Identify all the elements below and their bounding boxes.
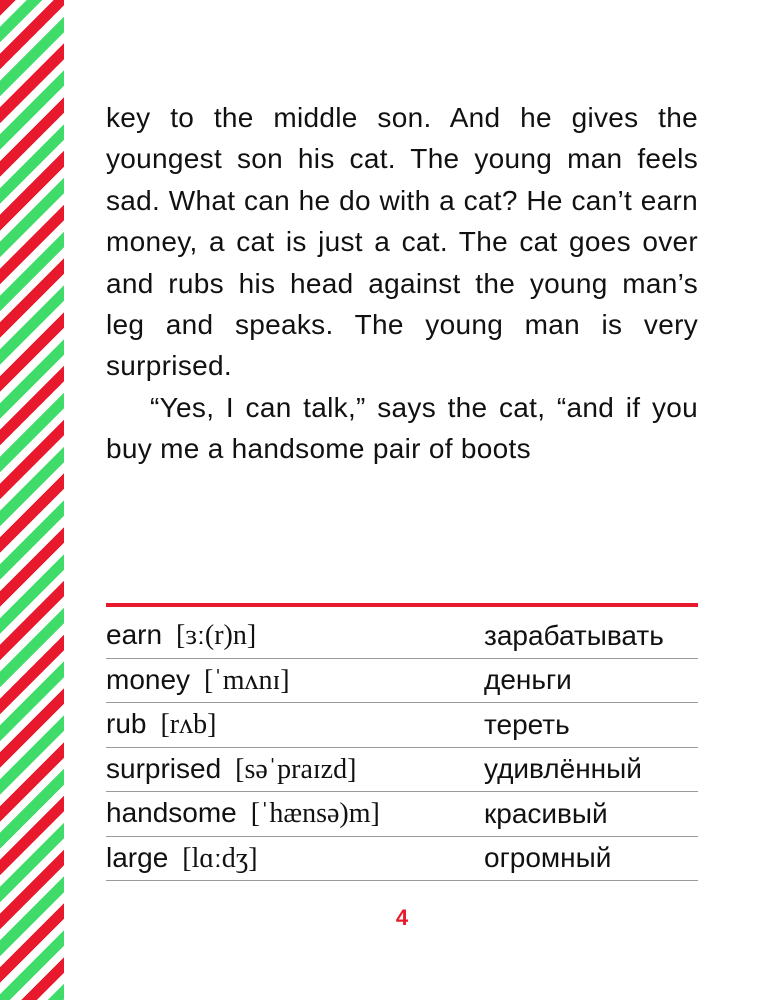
vocabulary-entry (106, 708, 216, 741)
vocabulary-word: earn (106, 619, 163, 651)
vocabulary-transcription: [rʌb] (160, 709, 217, 741)
vocabulary-row (106, 748, 698, 793)
vocabulary-translation: деньги (484, 664, 572, 696)
vocabulary-word: large (106, 841, 169, 873)
vocabulary-translation: огромный (484, 842, 612, 874)
vocabulary-word: money (106, 663, 191, 695)
story-paragraph: “Yes, I can talk,” says the cat, “and if you buy me a handsome pair of boots (106, 391, 698, 465)
vocabulary-entry (106, 753, 356, 786)
vocabulary-word: handsome (106, 797, 237, 829)
vocabulary-list (106, 614, 698, 881)
vocabulary-transcription: [lɑːdʒ] (182, 842, 258, 874)
vocabulary-row (106, 792, 698, 837)
vocabulary-transcription: [səˈpraɪzd] (235, 753, 357, 785)
page-number: 4 (395, 905, 409, 930)
story-paragraph: key to the middle son. And he gives the youngest son his cat. The young man feels sad. What can he do with a cat? He can’t earn money, a cat is just a cat. The cat goes over and rubs his head against the young man’s leg and speaks. The young man is very surprised. (106, 102, 698, 382)
vocabulary-word: surprised (106, 752, 222, 784)
vocabulary-transcription: [ɜː(r)n] (176, 620, 257, 652)
vocabulary-translation: зарабатывать (484, 619, 664, 651)
vocabulary-entry (106, 797, 380, 830)
vocabulary-word: rub (106, 708, 147, 740)
vocabulary-entry (106, 664, 290, 697)
vocabulary-row (106, 837, 698, 882)
vocabulary-transcription: [ˈhænsǝ)m] (250, 798, 380, 830)
vocabulary-translation: красивый (484, 797, 608, 829)
vocabulary-entry (106, 619, 256, 652)
vocabulary-divider (106, 603, 698, 607)
story-text (106, 97, 698, 470)
vocabulary-translation: тереть (484, 708, 570, 740)
vocabulary-entry (106, 842, 258, 875)
vocabulary-row (106, 614, 698, 659)
decorative-stripe-border (0, 0, 64, 1000)
vocabulary-row (106, 703, 698, 748)
vocabulary-row (106, 659, 698, 704)
vocabulary-transcription: [ˈmʌnɪ] (204, 664, 290, 696)
vocabulary-translation: удивлённый (484, 753, 642, 785)
